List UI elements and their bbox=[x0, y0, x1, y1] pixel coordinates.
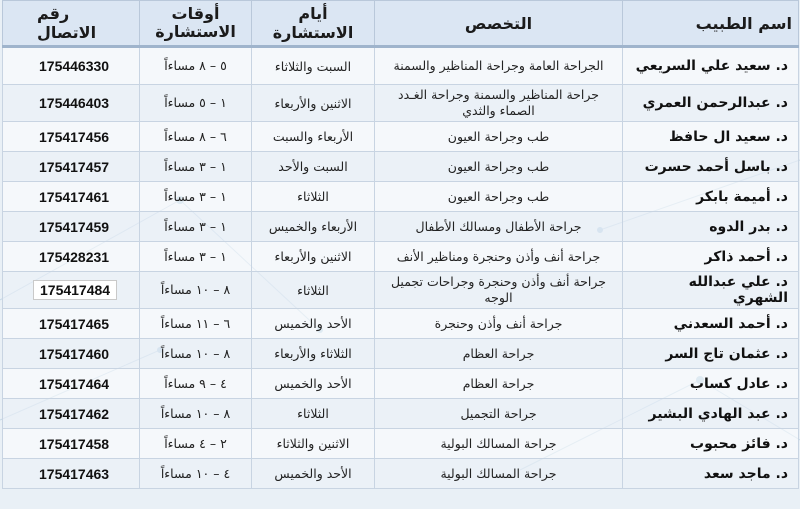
phone-number: 175417461 bbox=[3, 182, 140, 212]
table-row bbox=[3, 369, 799, 399]
doctor-name: د. فائز محبوب bbox=[623, 429, 799, 459]
doctor-name: د. سعيد ال حافظ bbox=[623, 122, 799, 152]
phone-number[interactable]: 175417484 bbox=[33, 280, 117, 300]
table-row bbox=[3, 459, 799, 489]
specialty: طب وجراحة العيون bbox=[375, 152, 623, 182]
consultation-days: السبت والأحد bbox=[252, 152, 375, 182]
consultation-days: الثلاثاء bbox=[252, 272, 375, 309]
consultation-days: الأربعاء والسبت bbox=[252, 122, 375, 152]
doctor-name: د. عثمان تاج السر bbox=[623, 339, 799, 369]
phone-number: 175417465 bbox=[3, 309, 140, 339]
doctor-name: د. أحمد السعدني bbox=[623, 309, 799, 339]
doctor-name: د. علي عبدالله الشهري bbox=[623, 272, 799, 309]
consultation-days: السبت والثلاثاء bbox=[252, 47, 375, 85]
table-row bbox=[3, 399, 799, 429]
consultation-days: الأحد والخميس bbox=[252, 369, 375, 399]
specialty: طب وجراحة العيون bbox=[375, 122, 623, 152]
consultation-days: الاثنين والثلاثاء bbox=[252, 429, 375, 459]
phone-number: 175417457 bbox=[3, 152, 140, 182]
consultation-time: ٨ – ١٠ مساءاً bbox=[140, 339, 252, 369]
specialty: جراحة العظام bbox=[375, 339, 623, 369]
phone-number: 175417459 bbox=[3, 212, 140, 242]
header-specialty: التخصص bbox=[375, 1, 623, 47]
phone-number: 175446403 bbox=[3, 85, 140, 122]
header-phone: رقم الاتصال bbox=[3, 1, 140, 47]
consultation-time: ١ – ٣ مساءاً bbox=[140, 182, 252, 212]
specialty: جراحة التجميل bbox=[375, 399, 623, 429]
phone-number: 175417463 bbox=[3, 459, 140, 489]
header-doctor-name: اسم الطبيب bbox=[623, 1, 799, 47]
consultation-time: ٦ – ٨ مساءاً bbox=[140, 122, 252, 152]
phone-number: 175417464 bbox=[3, 369, 140, 399]
consultation-time: ٦ – ١١ مساءاً bbox=[140, 309, 252, 339]
table-row bbox=[3, 242, 799, 272]
consultation-time: ٥ – ٨ مساءاً bbox=[140, 47, 252, 85]
consultation-time: ٤ – ١٠ مساءاً bbox=[140, 459, 252, 489]
table-row bbox=[3, 152, 799, 182]
consultation-time: ١ – ٥ مساءاً bbox=[140, 85, 252, 122]
table-row bbox=[3, 212, 799, 242]
specialty: الجراحة العامة وجراحة المناظير والسمنة bbox=[375, 47, 623, 85]
doctor-name: د. بدر الدوه bbox=[623, 212, 799, 242]
phone-number: 175417458 bbox=[3, 429, 140, 459]
specialty: جراحة أنف وأذن وحنجرة وجراحات تجميل الوجه bbox=[375, 272, 623, 309]
consultation-days: الثلاثاء والأربعاء bbox=[252, 339, 375, 369]
consultation-days: الأحد والخميس bbox=[252, 459, 375, 489]
doctor-name: د. أميمة بابكر bbox=[623, 182, 799, 212]
table-row bbox=[3, 429, 799, 459]
specialty: جراحة المسالك البولية bbox=[375, 429, 623, 459]
phone-number: 175446330 bbox=[3, 47, 140, 85]
consultation-time: ١ – ٣ مساءاً bbox=[140, 212, 252, 242]
table-row bbox=[3, 182, 799, 212]
doctor-name: د. باسل أحمد حسرت bbox=[623, 152, 799, 182]
header-times-line1: أوقات bbox=[171, 4, 220, 23]
doctor-name: د. عبدالرحمن العمري bbox=[623, 85, 799, 122]
consultation-days: الثلاثاء bbox=[252, 399, 375, 429]
consultation-time: ٤ – ٩ مساءاً bbox=[140, 369, 252, 399]
table-row bbox=[3, 309, 799, 339]
consultation-time: ١ – ٣ مساءاً bbox=[140, 242, 252, 272]
table-row bbox=[3, 272, 799, 309]
table-row bbox=[3, 85, 799, 122]
doctor-name: د. سعيد علي السريعي bbox=[623, 47, 799, 85]
specialty: جراحة أنف وأذن وحنجرة bbox=[375, 309, 623, 339]
specialty: جراحة الأطفال ومسالك الأطفال bbox=[375, 212, 623, 242]
specialty: طب وجراحة العيون bbox=[375, 182, 623, 212]
phone-number: 175417460 bbox=[3, 339, 140, 369]
specialty: جراحة المسالك البولية bbox=[375, 459, 623, 489]
specialty: جراحة أنف وأذن وحنجرة ومناظير الأنف bbox=[375, 242, 623, 272]
consultation-time: ٨ – ١٠ مساءاً bbox=[140, 399, 252, 429]
specialty: جراحة المناظير والسمنة وجراحة الغـدد الصماء والثدي bbox=[375, 85, 623, 122]
consultation-days: الثلاثاء bbox=[252, 182, 375, 212]
phone-number: 175417462 bbox=[3, 399, 140, 429]
doctor-name: د. أحمد ذاكر bbox=[623, 242, 799, 272]
specialty: جراحة العظام bbox=[375, 369, 623, 399]
doctor-name: د. عادل كساب bbox=[623, 369, 799, 399]
consultation-time: ٢ – ٤ مساءاً bbox=[140, 429, 252, 459]
consultation-days: الاثنين والأربعاء bbox=[252, 242, 375, 272]
consultation-time: ١ – ٣ مساءاً bbox=[140, 152, 252, 182]
table-row bbox=[3, 339, 799, 369]
consultation-days: الأحد والخميس bbox=[252, 309, 375, 339]
table-row bbox=[3, 122, 799, 152]
doctor-name: د. عبد الهادي البشير bbox=[623, 399, 799, 429]
phone-number-cell bbox=[3, 272, 140, 309]
table-header-row bbox=[3, 1, 799, 47]
header-consultation-times bbox=[140, 1, 252, 47]
phone-number: 175428231 bbox=[3, 242, 140, 272]
doctor-name: د. ماجد سعد bbox=[623, 459, 799, 489]
consultation-days: الأربعاء والخميس bbox=[252, 212, 375, 242]
header-consultation-days: أيام الاستشارة bbox=[252, 1, 375, 47]
phone-number: 175417456 bbox=[3, 122, 140, 152]
consultation-time: ٨ – ١٠ مساءاً bbox=[140, 272, 252, 309]
header-times-line2: الاستشارة bbox=[155, 22, 236, 41]
table-row bbox=[3, 47, 799, 85]
consultation-days: الاثنين والأربعاء bbox=[252, 85, 375, 122]
doctors-schedule-table bbox=[2, 0, 799, 489]
